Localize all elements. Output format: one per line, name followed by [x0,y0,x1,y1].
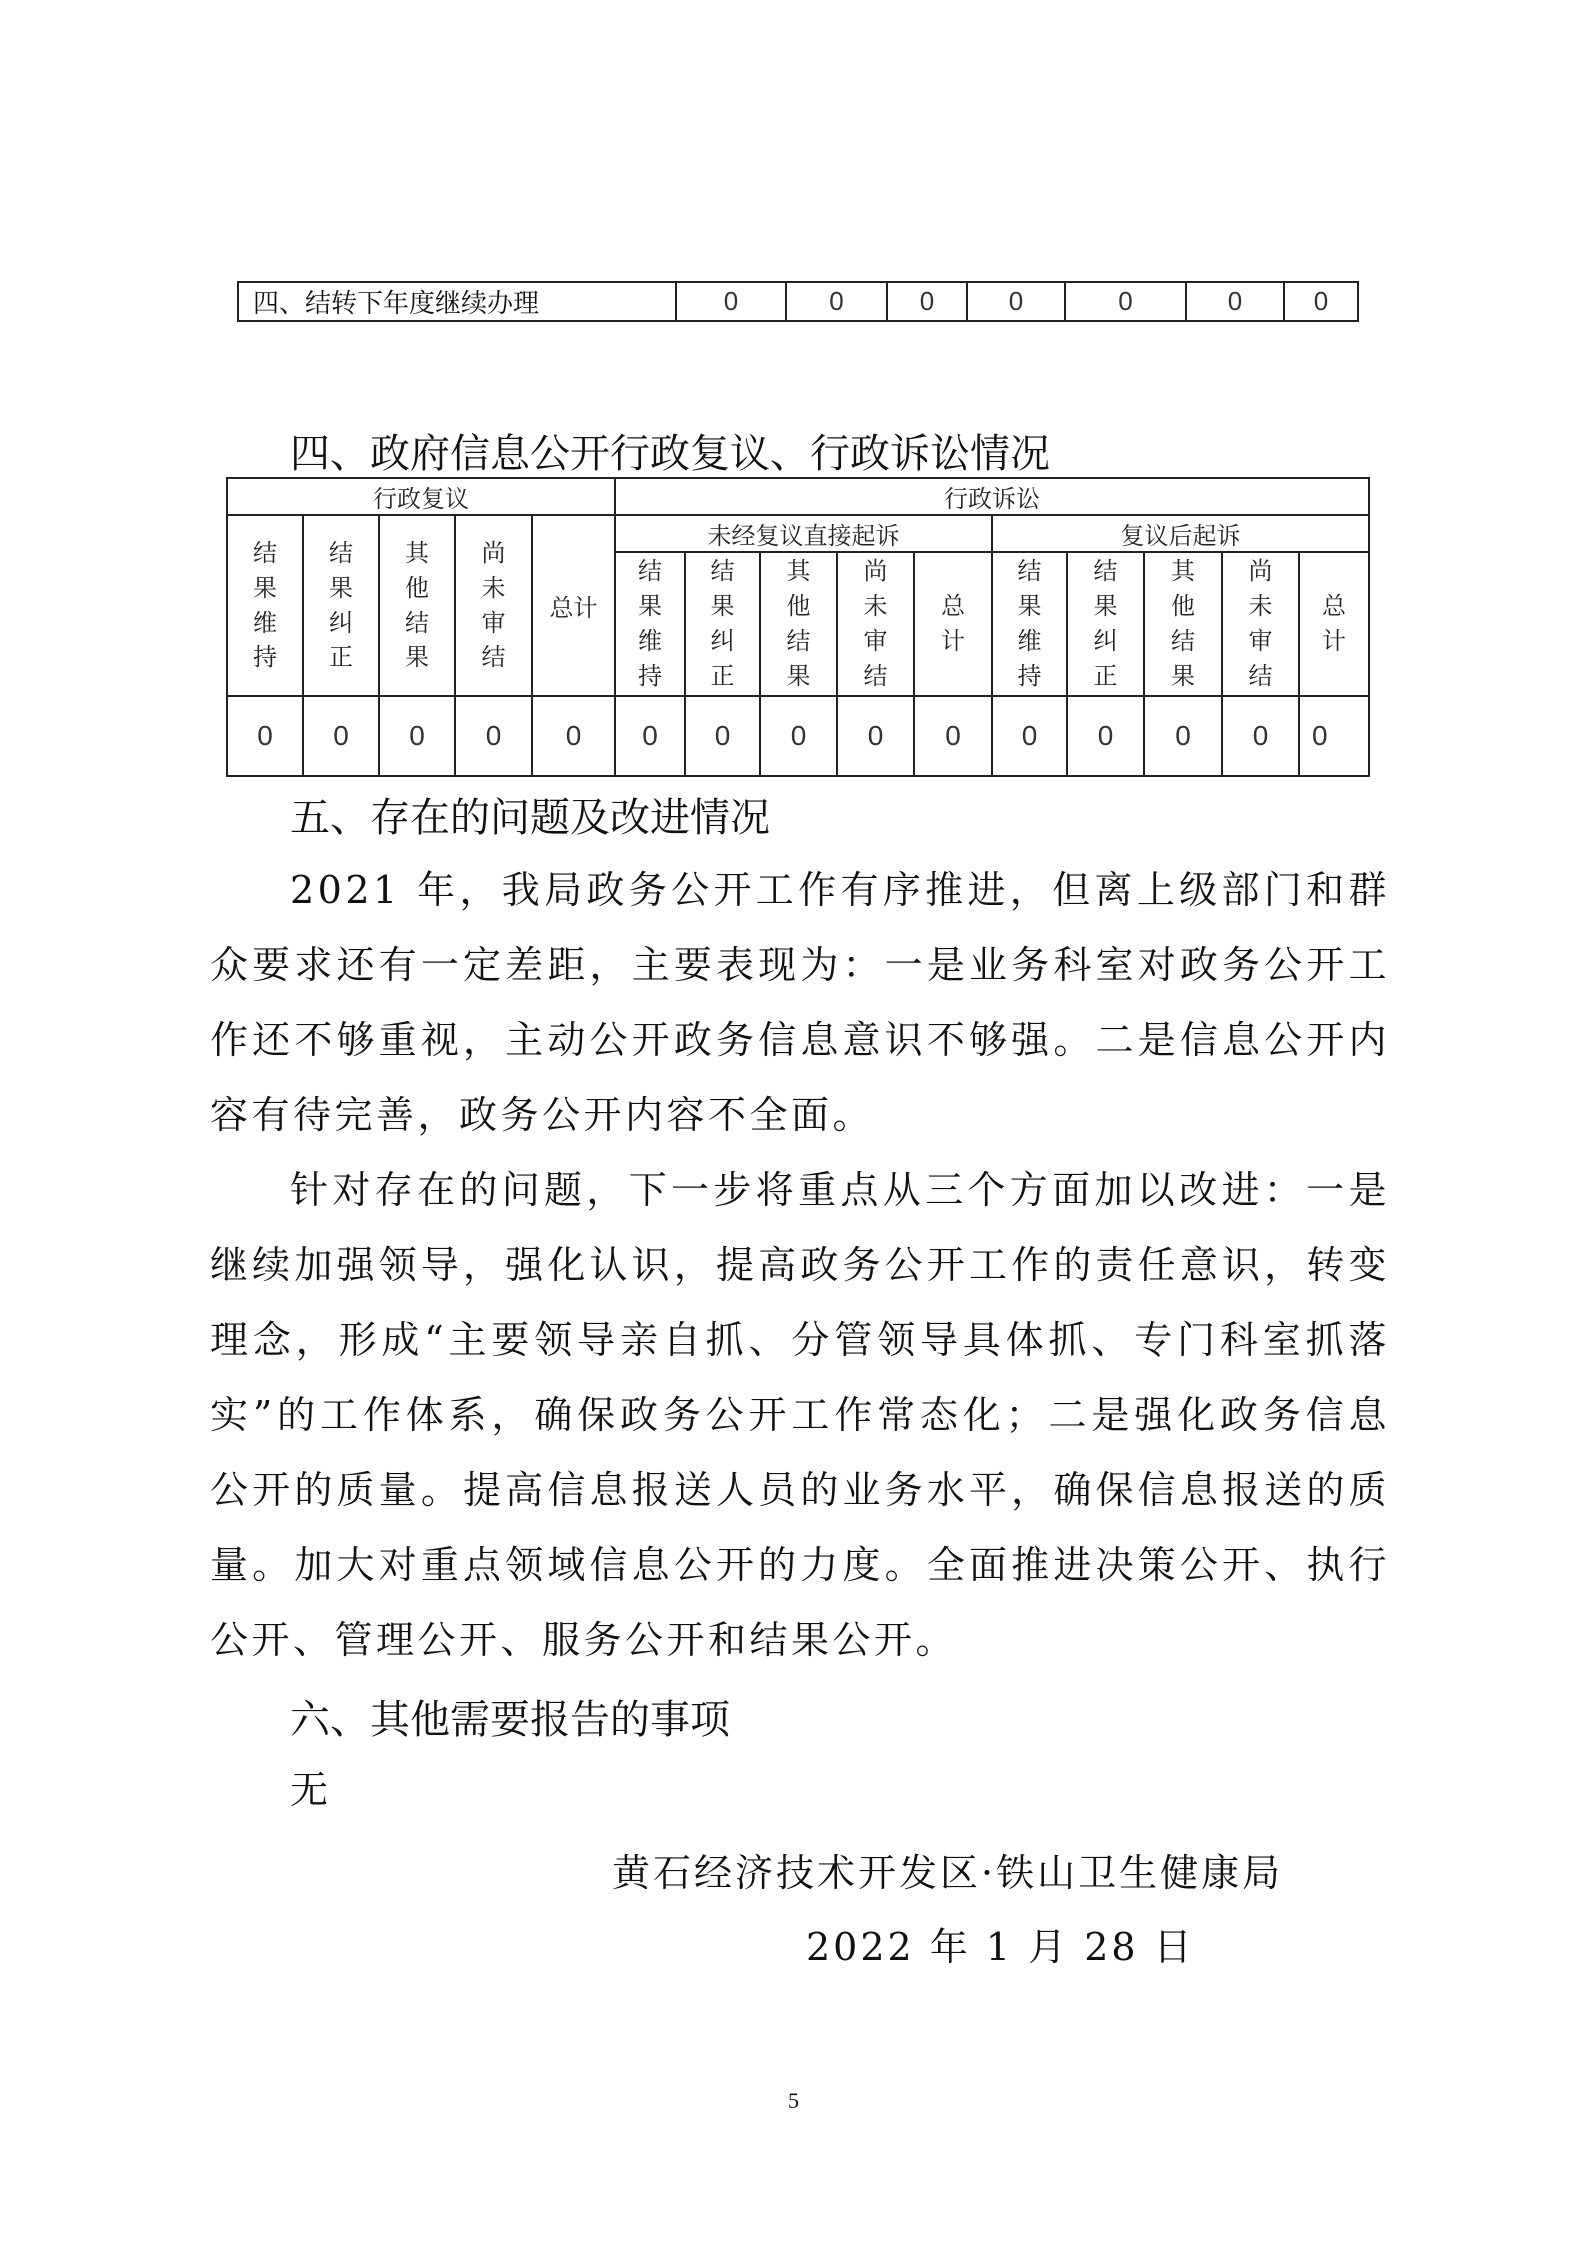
improvements-paragraph: 针对存在的问题，下一步将重点从三个方面加以改进：一是继续加强领导，强化认识，提高政务公开工作的责任意识，转变理念，形成“主要领导亲自抓、分管领导具体抓、专门科室抓落实”的工作体系，确保政务公开工作常态化；二是强化政务信息公开的质量。提高信息报送人员的业务水平，确保信息报送的质量。加大对重点领域信息公开的力度。全面推进决策公开、执行公开、管理公开、服务公开和结果公开。 [210,1168,1390,1662]
col-header-review: 尚未审结 [455,515,532,696]
carry-over-value: 0 [1284,282,1358,321]
direct-value: 0 [760,696,837,776]
carry-over-value: 0 [967,282,1065,321]
after-review-value: 0 [1144,696,1222,776]
carry-over-label: 四、结转下年度继续办理 [238,282,676,321]
col-header-after-review: 尚未审结 [1222,552,1299,696]
col-header-after-review: 其他结果 [1144,552,1222,696]
direct-value: 0 [685,696,760,776]
review-value: 0 [303,696,379,776]
review-litigation-table [226,477,1370,777]
after-review-value: 0 [1067,696,1144,776]
sub-header-direct: 未经复议直接起诉 [615,515,992,552]
section-5-heading: 五、存在的问题及改进情况 [290,795,770,841]
carry-over-value: 0 [786,282,887,321]
group-header-review: 行政复议 [227,478,615,515]
col-header-review: 其他结果 [379,515,455,696]
col-header-direct: 结果维持 [615,552,685,696]
review-value: 0 [227,696,303,776]
carry-over-value: 0 [1065,282,1186,321]
section-6-content: 无 [290,1768,329,1812]
carry-over-value: 0 [676,282,786,321]
values-row [227,696,1369,776]
direct-value: 0 [914,696,992,776]
col-header-direct: 结果纠正 [685,552,760,696]
col-header-review-total: 总计 [532,515,615,696]
col-header-review: 结果维持 [227,515,303,696]
signature-organization: 黄石经济技术开发区·铁山卫生健康局 [612,1851,1284,1895]
review-value: 0 [532,696,615,776]
col-header-after-review: 结果纠正 [1067,552,1144,696]
after-review-value: 0 [1222,696,1299,776]
col-header-after-review: 结果维持 [992,552,1067,696]
col-header-review: 结果纠正 [303,515,379,696]
col-header-after-review: 总计 [1299,552,1369,696]
section-6-heading: 六、其他需要报告的事项 [290,1697,730,1743]
problems-paragraph: 2021 年，我局政务公开工作有序推进，但离上级部门和群众要求还有一定差距，主要表现为：一是业务科室对政务公开工作还不够重视，主动公开政务信息意识不够强。二是信息公开内容有待完善，政务公开内容不全面。 [210,868,1390,1137]
page-number: 5 [788,2088,799,2113]
carry-over-table [237,281,1359,322]
col-header-direct: 总计 [914,552,992,696]
carry-over-row [238,282,1358,321]
after-review-value: 0 [992,696,1067,776]
col-header-direct: 其他结果 [760,552,837,696]
direct-value: 0 [615,696,685,776]
carry-over-value: 0 [887,282,967,321]
review-value: 0 [455,696,532,776]
group-header-litigation: 行政诉讼 [615,478,1369,515]
section-4-heading: 四、政府信息公开行政复议、行政诉讼情况 [290,431,1050,477]
col-header-direct: 尚未审结 [837,552,914,696]
sub-header-after-review: 复议后起诉 [992,515,1369,552]
review-value: 0 [379,696,455,776]
carry-over-value: 0 [1186,282,1284,321]
signature-date: 2022 年 1 月 28 日 [806,1925,1195,1969]
after-review-value: 0 [1299,696,1369,776]
direct-value: 0 [837,696,914,776]
